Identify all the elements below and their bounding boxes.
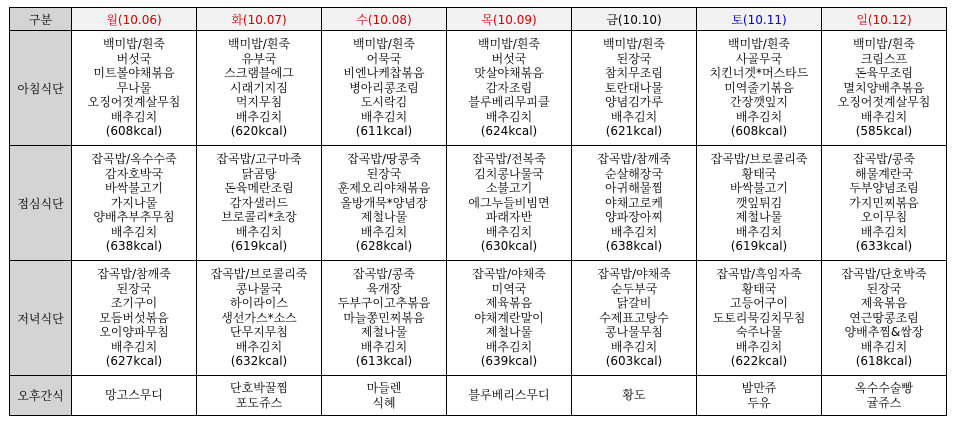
menu-item: 배추김치 xyxy=(735,109,783,124)
menu-cell xyxy=(572,31,697,146)
menu-item: 마들렌 xyxy=(366,380,402,395)
menu-item: 식혜 xyxy=(372,395,396,410)
menu-item: 잡곡밥/흑임자죽 xyxy=(716,266,802,281)
day-header: 토(10.11) xyxy=(697,8,822,31)
menu-cell xyxy=(197,376,322,416)
menu-item: 제철나물 xyxy=(360,325,408,340)
menu-item: 크림스프 xyxy=(860,51,908,66)
calorie-value: (608kcal) xyxy=(730,124,788,139)
menu-item: 백미밥/흰죽 xyxy=(352,36,415,51)
menu-item: 포도쥬스 xyxy=(235,395,283,410)
menu-item: 바싹불고기 xyxy=(105,181,163,196)
menu-item: 백미밥/흰죽 xyxy=(102,36,165,51)
menu-item: 배추김치 xyxy=(110,109,158,124)
menu-item: 오징어젓계살무침 xyxy=(837,95,931,110)
menu-item: 잡곡밥/전복죽 xyxy=(472,151,546,166)
menu-item: 잡곡밥/브로콜리죽 xyxy=(210,266,308,281)
menu-item: 배추김치 xyxy=(485,339,533,354)
menu-item: 배추김치 xyxy=(235,339,283,354)
menu-item: 미트볼야채볶음 xyxy=(93,66,175,81)
calorie-value: (632kcal) xyxy=(230,354,288,369)
day-header: 금(10.10) xyxy=(572,8,697,31)
menu-item: 아귀해물찜 xyxy=(605,181,663,196)
menu-cell xyxy=(197,146,322,261)
menu-item: 제철나물 xyxy=(735,210,783,225)
menu-item: 백미밥/흰죽 xyxy=(602,36,665,51)
menu-item: 콩나물국 xyxy=(235,281,283,296)
calorie-value: (620kcal) xyxy=(230,124,288,139)
calorie-value: (619kcal) xyxy=(730,239,788,254)
menu-item: 망고스무디 xyxy=(105,388,163,403)
menu-item: 블루베리무피클 xyxy=(468,95,550,110)
menu-item: 잡곡밥/땅콩죽 xyxy=(347,151,421,166)
meal-label: 저녁식단 xyxy=(10,261,72,376)
menu-item: 백미밥/흰죽 xyxy=(227,36,290,51)
menu-item: 제육볶음 xyxy=(485,296,533,311)
menu-item: 배추김치 xyxy=(360,339,408,354)
menu-item: 백미밥/흰죽 xyxy=(477,36,540,51)
menu-cell xyxy=(572,146,697,261)
menu-item: 브로콜리*초장 xyxy=(221,210,297,225)
menu-item: 배추김치 xyxy=(235,109,283,124)
menu-item: 잡곡밥/참깨죽 xyxy=(597,151,671,166)
menu-item: 에그누들비빔면 xyxy=(468,195,550,210)
menu-item: 배추김치 xyxy=(110,339,158,354)
meal-label: 오후간식 xyxy=(10,376,72,416)
menu-cell xyxy=(322,31,447,146)
menu-item: 배추김치 xyxy=(485,109,533,124)
menu-item: 오이무침 xyxy=(860,210,908,225)
menu-item: 배추김치 xyxy=(360,109,408,124)
menu-item: 연근땅콩조림 xyxy=(849,310,919,325)
menu-item: 제철나물 xyxy=(485,325,533,340)
day-header: 일(10.12) xyxy=(822,8,947,31)
calorie-value: (622kcal) xyxy=(730,354,788,369)
lunch-row xyxy=(10,146,947,261)
menu-item: 귤쥬스 xyxy=(866,395,902,410)
menu-item: 참치무조림 xyxy=(605,66,663,81)
menu-item: 하이라이스 xyxy=(230,296,288,311)
menu-item: 도토리묵김치무침 xyxy=(712,310,806,325)
menu-item: 수제표고탕수 xyxy=(599,310,669,325)
day-header: 목(10.09) xyxy=(447,8,572,31)
menu-item: 양배추부추무침 xyxy=(93,210,175,225)
menu-item: 양배추찜&쌈장 xyxy=(844,325,924,340)
menu-item: 잡곡밥/참깨죽 xyxy=(97,266,171,281)
menu-item: 생선가스*소스 xyxy=(221,310,297,325)
menu-item: 잡곡밥/옥수수죽 xyxy=(91,151,177,166)
menu-item: 닭곰탕 xyxy=(241,166,277,181)
menu-item: 무나물 xyxy=(116,80,152,95)
menu-item: 바싹불고기 xyxy=(730,181,788,196)
calorie-value: (585kcal) xyxy=(855,124,913,139)
menu-item: 황태국 xyxy=(741,166,777,181)
menu-cell xyxy=(572,261,697,376)
menu-item: 단호박꿀찜 xyxy=(230,380,288,395)
menu-item: 양념김가루 xyxy=(605,95,663,110)
menu-item: 옥수수술빵 xyxy=(855,380,913,395)
menu-item: 버섯국 xyxy=(116,51,152,66)
menu-item: 양파장아찌 xyxy=(605,210,663,225)
menu-item: 토란대나물 xyxy=(605,80,663,95)
weekly-meal-table xyxy=(9,7,947,416)
menu-cell xyxy=(72,31,197,146)
menu-cell xyxy=(572,376,697,416)
menu-item: 병아리콩조림 xyxy=(349,80,419,95)
menu-item: 백미밥/흰죽 xyxy=(727,36,790,51)
menu-cell xyxy=(697,31,822,146)
menu-item: 배추김치 xyxy=(610,339,658,354)
menu-cell xyxy=(697,261,822,376)
menu-item: 치킨너겟*머스타드 xyxy=(709,66,809,81)
calorie-value: (603kcal) xyxy=(605,354,663,369)
calorie-value: (618kcal) xyxy=(855,354,913,369)
menu-item: 해물계란국 xyxy=(855,166,913,181)
menu-item: 블루베리스무디 xyxy=(468,388,550,403)
menu-item: 미역줄기볶음 xyxy=(724,80,794,95)
menu-item: 마늘쫑민찌볶음 xyxy=(343,310,425,325)
menu-cell xyxy=(72,261,197,376)
calorie-value: (638kcal) xyxy=(605,239,663,254)
day-header: 월(10.06) xyxy=(72,8,197,31)
menu-item: 된장국 xyxy=(616,51,652,66)
menu-item: 배추김치 xyxy=(735,339,783,354)
menu-item: 간장깻잎지 xyxy=(730,95,788,110)
menu-item: 황도 xyxy=(622,388,646,403)
menu-item: 먹지무침 xyxy=(235,95,283,110)
menu-cell xyxy=(447,261,572,376)
menu-item: 잡곡밥/고구마죽 xyxy=(216,151,302,166)
menu-cell xyxy=(322,146,447,261)
menu-cell xyxy=(197,261,322,376)
meal-label: 점심식단 xyxy=(10,146,72,261)
menu-item: 숙주나물 xyxy=(735,325,783,340)
calorie-value: (627kcal) xyxy=(105,354,163,369)
menu-cell xyxy=(72,376,197,416)
menu-item: 황태국 xyxy=(741,281,777,296)
menu-item: 순살해장국 xyxy=(605,166,663,181)
menu-item: 조기구이 xyxy=(110,296,158,311)
menu-item: 배추김치 xyxy=(860,339,908,354)
menu-item: 비엔나케찹볶음 xyxy=(343,66,425,81)
day-header: 수(10.08) xyxy=(322,8,447,31)
menu-item: 고등어구이 xyxy=(730,296,788,311)
menu-item: 감자샐러드 xyxy=(230,195,288,210)
menu-cell xyxy=(697,146,822,261)
menu-item: 제육볶음 xyxy=(860,296,908,311)
menu-item: 육개장 xyxy=(366,281,402,296)
menu-item: 배추김치 xyxy=(110,224,158,239)
menu-item: 잡곡밥/브로콜리죽 xyxy=(710,151,808,166)
menu-item: 맛살야채볶음 xyxy=(474,66,544,81)
menu-item: 가지민찌볶음 xyxy=(849,195,919,210)
menu-item: 사골무국 xyxy=(735,51,783,66)
menu-item: 멸치양배추볶음 xyxy=(843,80,925,95)
menu-item: 배추김치 xyxy=(360,224,408,239)
menu-item: 도시락김 xyxy=(360,95,408,110)
menu-cell xyxy=(697,376,822,416)
menu-cell xyxy=(447,376,572,416)
menu-item: 감자호박국 xyxy=(105,166,163,181)
menu-cell xyxy=(822,376,947,416)
menu-item: 배추김치 xyxy=(485,224,533,239)
menu-item: 훈제오리야채볶음 xyxy=(337,181,431,196)
menu-item: 잡곡밥/야채죽 xyxy=(597,266,671,281)
menu-item: 돈육무조림 xyxy=(855,66,913,81)
calorie-value: (608kcal) xyxy=(105,124,163,139)
menu-item: 된장국 xyxy=(116,281,152,296)
menu-cell xyxy=(447,31,572,146)
menu-item: 오징어젓계살무침 xyxy=(87,95,181,110)
menu-item: 된장국 xyxy=(366,166,402,181)
menu-item: 깻잎튀김 xyxy=(735,195,783,210)
menu-item: 단무지무침 xyxy=(230,325,288,340)
menu-item: 오이양파무침 xyxy=(99,325,169,340)
menu-item: 배추김치 xyxy=(610,109,658,124)
day-header: 화(10.07) xyxy=(197,8,322,31)
calorie-value: (639kcal) xyxy=(480,354,538,369)
calorie-value: (611kcal) xyxy=(355,124,413,139)
calorie-value: (619kcal) xyxy=(230,239,288,254)
menu-item: 어묵국 xyxy=(366,51,402,66)
menu-cell xyxy=(322,261,447,376)
menu-item: 잡곡밥/콩죽 xyxy=(852,151,915,166)
menu-item: 순두부국 xyxy=(610,281,658,296)
menu-item: 감자조림 xyxy=(485,80,533,95)
snack-row xyxy=(10,376,947,416)
menu-cell xyxy=(72,146,197,261)
menu-cell xyxy=(822,261,947,376)
menu-item: 닭갈비 xyxy=(616,296,652,311)
menu-cell xyxy=(197,31,322,146)
menu-item: 야채고로케 xyxy=(605,195,663,210)
breakfast-row xyxy=(10,31,947,146)
menu-item: 배추김치 xyxy=(860,109,908,124)
menu-item: 돈육메란조림 xyxy=(224,181,294,196)
menu-item: 잡곡밥/콩죽 xyxy=(352,266,415,281)
menu-cell xyxy=(322,376,447,416)
menu-item: 모듬버섯볶음 xyxy=(99,310,169,325)
menu-item: 유부국 xyxy=(241,51,277,66)
menu-item: 콩나물무침 xyxy=(605,325,663,340)
menu-item: 배추김치 xyxy=(735,224,783,239)
menu-item: 두유 xyxy=(747,395,771,410)
menu-item: 버섯국 xyxy=(491,51,527,66)
calorie-value: (621kcal) xyxy=(605,124,663,139)
corner-label: 구분 xyxy=(10,8,72,31)
menu-item: 미역국 xyxy=(491,281,527,296)
menu-cell xyxy=(822,146,947,261)
menu-item: 야채계란말이 xyxy=(474,310,544,325)
meal-label: 아침식단 xyxy=(10,31,72,146)
menu-item: 백미밥/흰죽 xyxy=(852,36,915,51)
menu-item: 배추김치 xyxy=(610,224,658,239)
calorie-value: (630kcal) xyxy=(480,239,538,254)
menu-item: 파래자반 xyxy=(485,210,533,225)
menu-item: 배추김치 xyxy=(235,224,283,239)
menu-cell xyxy=(447,146,572,261)
calorie-value: (638kcal) xyxy=(105,239,163,254)
menu-item: 소불고기 xyxy=(485,181,533,196)
dinner-row xyxy=(10,261,947,376)
calorie-value: (613kcal) xyxy=(355,354,413,369)
calorie-value: (624kcal) xyxy=(480,124,538,139)
menu-item: 된장국 xyxy=(866,281,902,296)
menu-item: 배추김치 xyxy=(860,224,908,239)
calorie-value: (633kcal) xyxy=(855,239,913,254)
menu-item: 김치콩나물국 xyxy=(474,166,544,181)
menu-item: 제철나물 xyxy=(360,210,408,225)
menu-item: 시래기지짐 xyxy=(230,80,288,95)
menu-item: 가지나물 xyxy=(110,195,158,210)
calorie-value: (628kcal) xyxy=(355,239,413,254)
menu-item: 올방개묵*양념장 xyxy=(340,195,428,210)
header-row xyxy=(10,8,947,31)
menu-item: 밤만쥬 xyxy=(741,380,777,395)
menu-item: 스크램블에그 xyxy=(224,66,294,81)
menu-item: 잡곡밥/야채죽 xyxy=(472,266,546,281)
menu-item: 두부구이고추볶음 xyxy=(337,296,431,311)
menu-item: 잡곡밥/단호박죽 xyxy=(841,266,927,281)
menu-item: 두부양념조림 xyxy=(849,181,919,196)
menu-cell xyxy=(822,31,947,146)
